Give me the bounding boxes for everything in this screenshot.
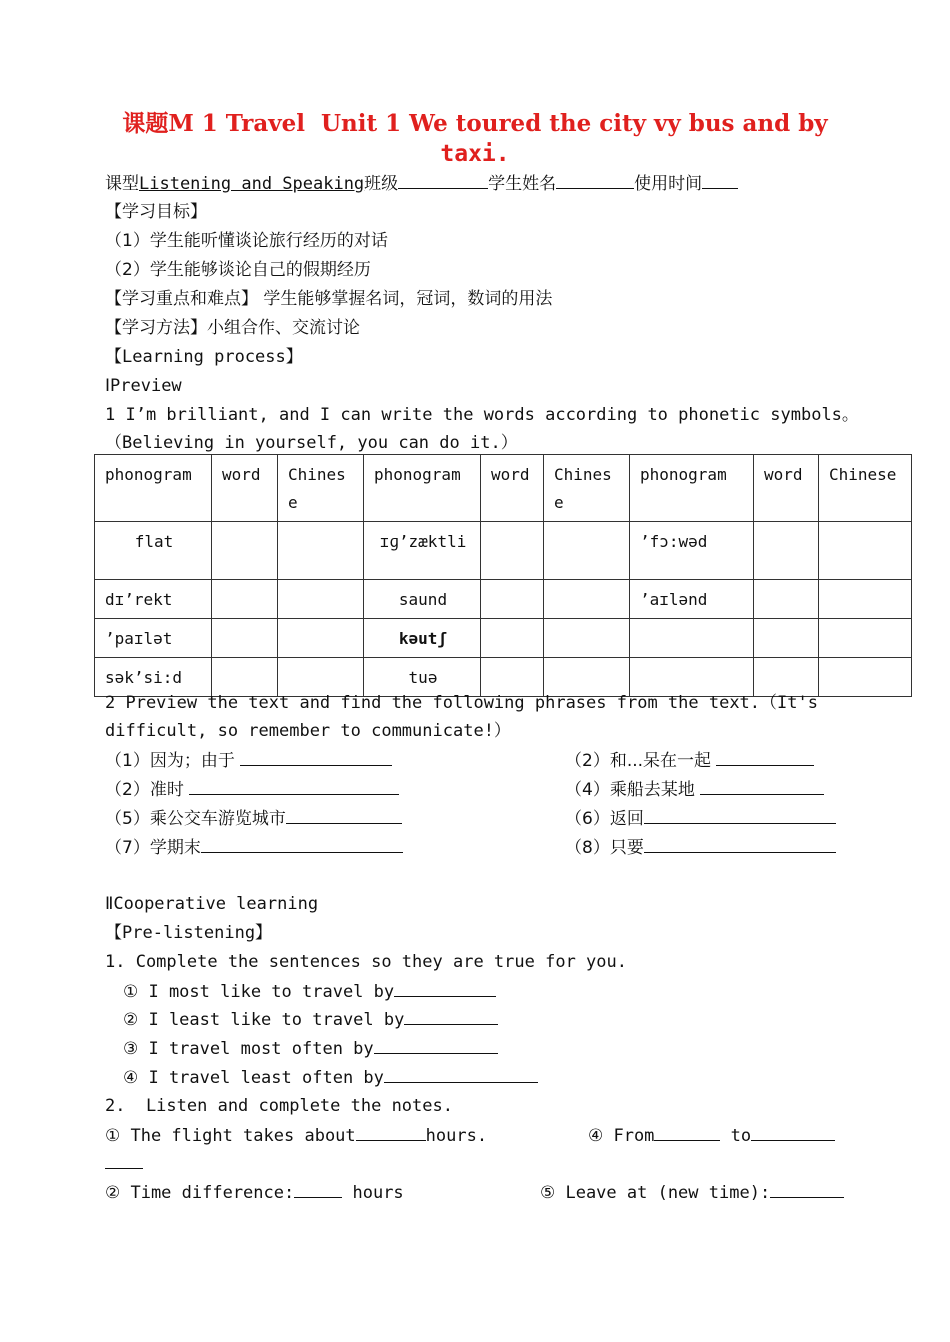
phonogram-cell: sək’si:d (95, 658, 212, 697)
chinese-cell[interactable] (819, 619, 912, 658)
learning-process-heading: 【Learning process】 (105, 347, 303, 367)
chinese-cell[interactable] (278, 580, 364, 619)
complete-instruction: 1. Complete the sentences so they are true for you. (105, 952, 627, 972)
phonogram-cell: dɪ’rekt (95, 580, 212, 619)
header-cell: phonogram (364, 455, 481, 522)
note-4: ④ From to (588, 1124, 835, 1147)
answer-blank[interactable] (356, 1124, 426, 1141)
answer-blank[interactable] (394, 980, 496, 997)
chinese-cell[interactable] (278, 658, 364, 697)
chinese-cell[interactable] (278, 522, 364, 580)
header-cell: Chinese (544, 455, 630, 522)
answer-blank[interactable] (751, 1124, 835, 1141)
answer-blank[interactable] (374, 1037, 498, 1054)
prelistening-heading: 【Pre-listening】 (105, 923, 273, 943)
answer-blank[interactable] (654, 1124, 720, 1141)
page-title-cont: taxi. (440, 141, 510, 167)
word-cell[interactable] (481, 580, 544, 619)
method: 【学习方法】小组合作、交流讨论 (105, 318, 360, 338)
chinese-cell[interactable] (544, 619, 630, 658)
class-label: 班级 (364, 174, 399, 194)
header-cell: word (754, 455, 819, 522)
chinese-cell[interactable] (544, 522, 630, 580)
table-header-row (95, 455, 912, 522)
key-points: 【学习重点和难点】 学生能够掌握名词，冠词，数词的用法 (105, 289, 553, 309)
preview-heading: ⅠPreview (105, 376, 182, 396)
sentence-item: ② I least like to travel by (123, 1008, 498, 1031)
answer-blank[interactable] (384, 1066, 538, 1083)
phonogram-cell: ɪɡ’zæktli (364, 522, 481, 580)
word-cell[interactable] (754, 522, 819, 580)
header-cell: word (481, 455, 544, 522)
phrase-item: （5）乘公交车游览城市 (105, 807, 402, 830)
answer-blank[interactable] (770, 1181, 844, 1198)
objectives-heading: 【学习目标】 (105, 202, 207, 222)
chinese-cell[interactable] (819, 522, 912, 580)
chinese-cell[interactable] (278, 619, 364, 658)
answer-blank[interactable] (201, 836, 403, 853)
note-5: ⑤ Leave at (new time): (540, 1181, 844, 1204)
time-blank[interactable] (702, 172, 738, 189)
table-row (95, 619, 912, 658)
phonogram-cell: saund (364, 580, 481, 619)
sentence-item: ③ I travel most often by (123, 1037, 498, 1060)
listen-instruction: 2. Listen and complete the notes. (105, 1096, 453, 1116)
note-2: ② Time difference: hours (105, 1183, 404, 1203)
chinese-cell[interactable] (819, 580, 912, 619)
time-label: 使用时间 (634, 174, 703, 194)
header-cell: Chinese (278, 455, 364, 522)
phrase-item: （1）因为；由于 (105, 749, 392, 772)
header-cell: word (212, 455, 278, 522)
answer-blank[interactable] (189, 778, 399, 795)
type-label: 课型 (105, 174, 139, 194)
word-cell[interactable] (754, 619, 819, 658)
chinese-cell[interactable] (544, 658, 630, 697)
type-value: Listening and Speaking (139, 174, 365, 194)
word-cell[interactable] (754, 580, 819, 619)
answer-blank[interactable] (294, 1181, 342, 1198)
table-row (95, 658, 912, 697)
phrase-item: （8）只要 (565, 836, 836, 859)
sentence-item: ④ I travel least often by (123, 1066, 538, 1089)
note-1-cont (105, 1152, 143, 1175)
chinese-cell[interactable] (544, 580, 630, 619)
table-row (95, 580, 912, 619)
answer-blank[interactable] (700, 778, 824, 795)
header-cell: Chinese (819, 455, 912, 522)
answer-blank[interactable] (404, 1008, 498, 1025)
table-row (95, 522, 912, 580)
note-1: ① The flight takes about hours. (105, 1126, 488, 1146)
name-blank[interactable] (556, 172, 634, 189)
chinese-cell[interactable] (819, 658, 912, 697)
answer-blank[interactable] (240, 749, 392, 766)
word-cell[interactable] (212, 580, 278, 619)
phrase-item: （2）准时 (105, 778, 399, 801)
answer-blank[interactable] (716, 749, 814, 766)
objective-1: （1）学生能听懂谈论旅行经历的对话 (105, 231, 388, 251)
answer-blank[interactable] (644, 836, 836, 853)
phrase-item: （4）乘船去某地 (565, 778, 824, 801)
class-blank[interactable] (398, 172, 488, 189)
meta-line (105, 172, 738, 195)
task2-instruction-cont: difficult, so remember to communicate!） (105, 721, 511, 741)
word-cell[interactable] (212, 522, 278, 580)
phrase-item: （2）和...呆在一起 (565, 749, 814, 772)
answer-blank[interactable] (105, 1152, 143, 1169)
word-cell[interactable] (481, 658, 544, 697)
phonogram-cell: tuə (364, 658, 481, 697)
phrase-item: （6）返回 (565, 807, 836, 830)
phonogram-cell: ’fɔ:wəd (630, 522, 754, 580)
word-cell[interactable] (481, 522, 544, 580)
phonetic-table (94, 454, 912, 697)
phrase-item: （7）学期末 (105, 836, 403, 859)
phonogram-cell: kəutʃ (364, 619, 481, 658)
task1-instruction: 1 I’m brilliant, and I can write the words according to phonetic symbols。 (105, 405, 859, 425)
cooperative-heading: ⅡCooperative learning (105, 894, 319, 914)
word-cell[interactable] (481, 619, 544, 658)
sentence-item: ① I most like to travel by (123, 980, 496, 1003)
phonogram-cell: ’paɪlət (95, 619, 212, 658)
phonogram-cell: flat (95, 522, 212, 580)
phonogram-cell: ’aɪlənd (630, 580, 754, 619)
phonogram-cell (630, 658, 754, 697)
task1-encouragement: （Believing in yourself, you can do it.） (105, 433, 518, 453)
task2-instruction: 2 Preview the text and find the following phrases from the text.（It's (105, 693, 818, 713)
objective-2: （2）学生能够谈论自己的假期经历 (105, 260, 371, 280)
name-label: 学生姓名 (488, 174, 557, 194)
answer-blank[interactable] (644, 807, 836, 824)
answer-blank[interactable] (286, 807, 402, 824)
page-title: 课题M 1 Travel Unit 1 We toured the city vy bus and by (122, 110, 828, 137)
header-cell: phonogram (95, 455, 212, 522)
word-cell[interactable] (212, 658, 278, 697)
phonogram-cell (630, 619, 754, 658)
header-cell: phonogram (630, 455, 754, 522)
word-cell[interactable] (754, 658, 819, 697)
word-cell[interactable] (212, 619, 278, 658)
